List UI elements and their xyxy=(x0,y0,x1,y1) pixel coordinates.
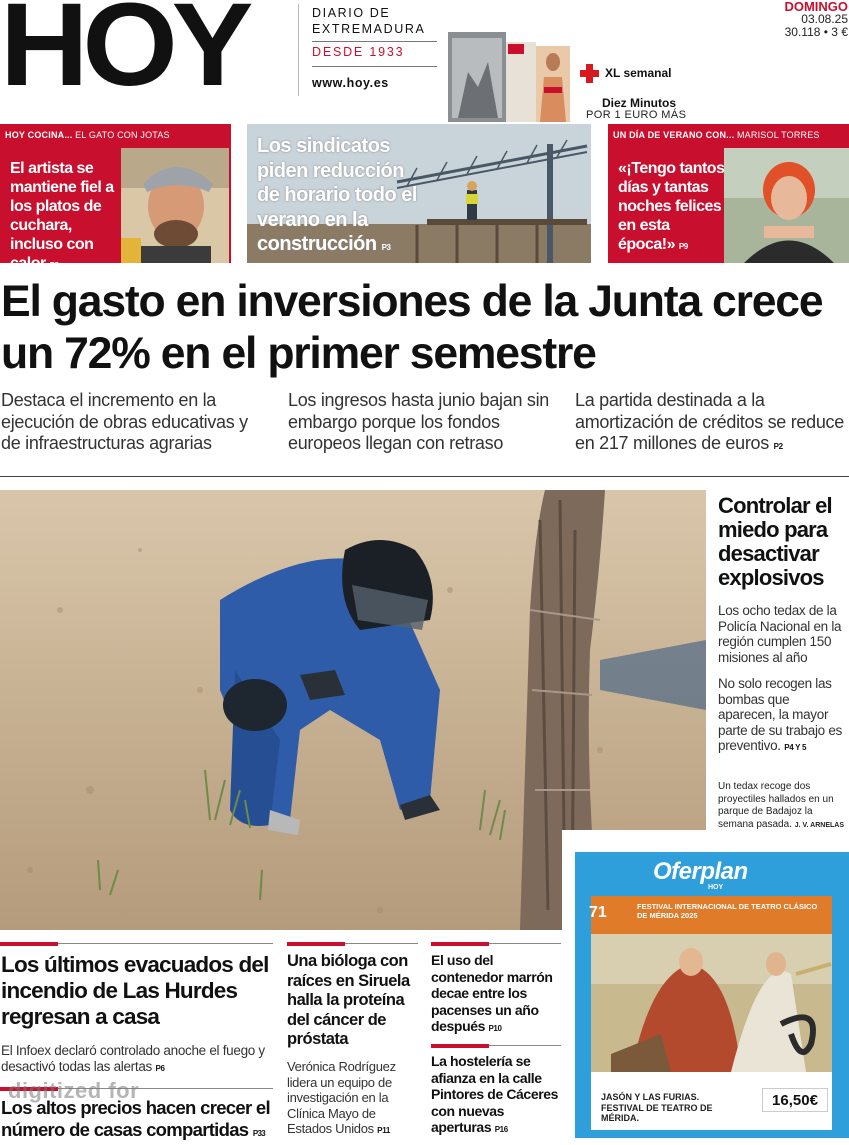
story-page-ref: P33 xyxy=(252,1129,265,1138)
issue-number-price: 30.118 • 3 € xyxy=(784,25,848,39)
story-text-biologa xyxy=(287,1059,419,1139)
festival-painting-image xyxy=(591,934,832,1072)
photo-credit: J. V. ARNELAS xyxy=(794,821,845,829)
festival-edition: 71 xyxy=(589,904,607,921)
issue-day: DOMINGO xyxy=(784,0,848,14)
teaser-kicker xyxy=(5,130,170,140)
story-headline-hurdes[interactable]: Los últimos evacuados del incendio de Las Hurdes regresan a casa xyxy=(1,952,269,1029)
supplement-xl-semanal: XL semanal xyxy=(605,66,672,80)
teaser-text-body: El artista se mantiene fiel a los platos de cuchara, incluso con calor xyxy=(10,160,114,272)
teaser-kicker-section: UN DÍA DE VERANO CON... xyxy=(613,130,735,140)
digitized-watermark: digitized for xyxy=(8,1078,140,1103)
teaser-kicker-topic: EL GATO CON JOTAS xyxy=(75,130,170,140)
supplement-diez-minutos: Diez Minutos xyxy=(602,96,676,110)
since-rule-bottom xyxy=(312,66,437,67)
teaser-text xyxy=(618,159,730,256)
since-label: DESDE 1933 xyxy=(312,45,405,59)
lead-page-ref: P2 xyxy=(773,442,783,451)
story-text-hurdes-body: El Infoex declaró controlado anoche el fuego y desactivó todas las alertas xyxy=(1,1043,265,1074)
festival-name: FESTIVAL INTERNACIONAL DE TEATRO CLÁSICO DE MÉRIDA 2025 xyxy=(637,902,818,920)
side-story-body xyxy=(718,676,846,756)
story-headline-hosteleria-text: La hostelería se afianza en la calle Pintores de Cáceres con nuevas aperturas xyxy=(431,1053,559,1135)
story-headline-casas-text: Los altos precios hacen crecer el número de casas compartidas xyxy=(1,1097,270,1140)
side-story-page-ref: P4 Y 5 xyxy=(784,743,807,752)
teaser-text xyxy=(10,159,122,275)
advert-title: JASÓN Y LAS FURIAS. FESTIVAL DE TEATRO DE MÉRIDA. xyxy=(601,1092,713,1123)
story-accent-rule xyxy=(431,1044,489,1048)
side-story-headline[interactable]: Controlar el miedo para desactivar explosivos xyxy=(718,493,832,590)
newspaper-logo: HOY xyxy=(0,0,248,111)
issue-date: 03.08.25 xyxy=(801,12,848,26)
teaser-kicker-section: HOY COCINA... xyxy=(5,130,73,140)
supplement-price: POR 1 EURO MÁS xyxy=(586,109,687,121)
teaser-kicker xyxy=(613,130,820,140)
oferplan-logo-sub: HOY xyxy=(708,884,724,891)
advert-footer xyxy=(591,1072,832,1130)
teaser-hoy-cocina[interactable] xyxy=(0,124,231,272)
story-accent-rule xyxy=(0,1087,58,1091)
xl-semanal-cross-icon xyxy=(580,64,599,83)
lead-deck-3-text: La partida destinada a la amortización de créditos se reduce en 217 millones de euros xyxy=(575,390,844,453)
woman-portrait-image xyxy=(724,148,849,263)
website-link[interactable]: www.hoy.es xyxy=(312,76,389,90)
side-story-body-text: No solo recogen las bombas que aparecen, la mayor parte de su trabajo es preventivo. xyxy=(718,676,842,753)
story-headline-contenedor-text: El uso del contenedor marrón decae entre los pacenses un año después xyxy=(431,952,553,1034)
side-story-subhead: Los ocho tedax de la Policía Nacional en la región cumplen 150 misiones al año xyxy=(718,603,842,665)
story-page-ref: P10 xyxy=(488,1024,502,1033)
chef-portrait-image xyxy=(121,148,229,263)
story-page-ref: P11 xyxy=(377,1126,391,1135)
teaser-text-body: Los sindicatos piden reducción de horario todo el verano en la construcción xyxy=(257,135,417,255)
story-accent-rule xyxy=(0,942,58,946)
story-headline-hosteleria[interactable] xyxy=(431,1053,563,1139)
teaser-page-ref: P3 xyxy=(381,243,391,252)
main-headline[interactable]: El gasto en inversiones de la Junta crece un 72% en el primer semestre xyxy=(1,277,823,378)
teaser-text-body: «¡Tengo tantos días y tantas noches felices en esta época!» xyxy=(618,160,725,253)
lead-deck-2: Los ingresos hasta junio bajan sin embargo porque los fondos europeos llegan con retraso xyxy=(288,390,549,453)
photo-caption xyxy=(718,781,848,832)
story-accent-rule xyxy=(287,942,345,946)
teaser-page-ref: P9 xyxy=(678,242,688,251)
advert-price[interactable]: 16,50€ xyxy=(762,1088,828,1112)
masthead-divider xyxy=(298,4,299,96)
magazine-covers-image xyxy=(448,32,570,122)
oferplan-logo: Oferplan xyxy=(653,858,748,885)
oferplan-advert-panel xyxy=(575,852,849,1138)
teaser-text xyxy=(257,134,417,261)
since-rule-top xyxy=(312,41,437,42)
teaser-marisol-torres[interactable] xyxy=(608,124,849,263)
photo-caption-text: Un tedax recoge dos proyectiles hallados en un parque de Badajoz la semana pasada. xyxy=(718,781,834,830)
story-headline-biologa[interactable]: Una bióloga con raíces en Siruela halla la proteína del cáncer de próstata xyxy=(287,952,410,1048)
story-headline-contenedor[interactable] xyxy=(431,952,563,1038)
story-headline-casas[interactable] xyxy=(1,1097,276,1145)
lead-deck-1: Destaca el incremento en la ejecución de obras educativas y de infraestructuras agrarias xyxy=(1,390,248,453)
teaser-page-ref: P8 xyxy=(49,261,59,270)
tagline: DIARIO DE EXTREMADURA xyxy=(312,6,426,36)
teaser-sindicatos[interactable] xyxy=(247,124,591,263)
story-accent-rule xyxy=(431,942,489,946)
story-text-hurdes xyxy=(1,1043,273,1077)
story-page-ref: P6 xyxy=(155,1064,165,1073)
story-text-biologa-body: Verónica Rodríguez lidera un equipo de investigación en la Clínica Mayo de Estados Unidos xyxy=(287,1059,396,1136)
section-rule xyxy=(0,476,849,477)
oferplan-advert[interactable] xyxy=(562,830,849,1138)
story-page-ref: P16 xyxy=(494,1125,508,1134)
teaser-kicker-topic: MARISOL TORRES xyxy=(736,130,820,140)
lead-deck-3 xyxy=(575,390,845,458)
